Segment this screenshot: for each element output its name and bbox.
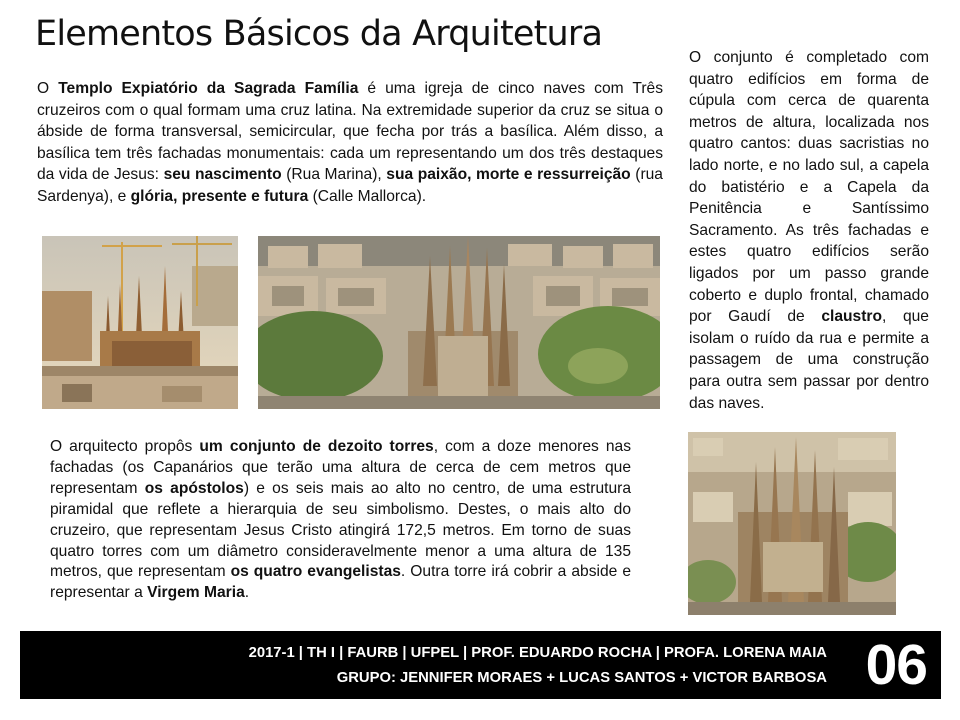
text-run: (Rua Marina), xyxy=(281,166,387,184)
bold-run: Virgem Maria xyxy=(147,584,245,602)
bold-run: seu nascimento xyxy=(163,166,282,184)
text-run: (Calle Mallorca). xyxy=(308,187,427,205)
text-run: (rua Sardenya), e xyxy=(37,166,663,205)
text-run: , com a doze menores nas fachadas (os Capanários que terão uma altura de cerca de cem metros que representam xyxy=(50,438,631,497)
bold-run: os quatro evangelistas xyxy=(230,563,401,581)
bold-run: claustro xyxy=(821,308,882,326)
bold-run: sua paixão, morte e ressurreição xyxy=(386,166,631,184)
group-credits: GRUPO: JENNIFER MORAES + LUCAS SANTOS + VICTOR BARBOSA xyxy=(336,670,827,686)
page-number: 06 xyxy=(865,633,927,697)
text-run: O conjunto é completado com quatro edifícios em forma de cúpula com cerca de quarenta metros de altura, localizada nos quatro cantos: duas sacristias no lado norte, e no lado sul, a capela do batistério e a Capela da Penitência e Santíssimo Sacramento. As três fachadas e estes quatro edifícios serão ligados por um passo grande coberto e duplo frontal, chamado por Gaudí de xyxy=(689,49,929,326)
text-run: O xyxy=(37,80,59,97)
bold-run: glória, presente e futura xyxy=(130,187,309,205)
text-run: O arquitecto propôs xyxy=(50,438,200,455)
footer-bar xyxy=(20,631,941,699)
text-run: , que isolam o ruído da rua e permite a passagem de uma construção para outra sem passar por dentro das naves. xyxy=(689,308,929,412)
bold-run: os apóstolos xyxy=(144,479,244,497)
credits xyxy=(249,641,827,691)
text-run: . xyxy=(244,584,250,602)
text-run: é uma igreja de cinco naves com Três cruzeiros com o qual formam uma cruz latina. Na extremidade superior da cruz se situa o ábside de forma transversal, semicircular, que fecha por trás a basílica. Além disso, a basílica tem três fachadas monumentais: cada um representando um dos três destaques da vida de Jesus: xyxy=(37,80,664,184)
text-run: ) e os seis mais ao alto no centro, de uma estrutura piramidal que reflete a hierarquia de seu simbolismo. Destes, o mais alto do cruzeiro, que representam Jesus Cristo atingirá 172,5 metros. Em torno de suas quatro torres com um diâmetro consideravelmente menor a uma altura de 135 metros, que representam xyxy=(50,479,631,581)
photo-aerial-city xyxy=(258,236,660,409)
bold-run: Templo Expiatório da Sagrada Família xyxy=(58,80,359,97)
text-run: . Outra torre irá cobrir a abside e representar a xyxy=(50,563,631,602)
photo-facade-cranes xyxy=(42,236,238,409)
photo-basilica-aerial xyxy=(688,432,896,615)
course-credits: 2017-1 | TH I | FAURB | UFPEL | PROF. EDUARDO ROCHA | PROFA. LORENA MAIA xyxy=(248,645,827,661)
bold-run: um conjunto de dezoito torres xyxy=(199,438,434,455)
towers-paragraph xyxy=(50,437,631,604)
intro-paragraph xyxy=(37,78,663,208)
page-title: Elementos Básicos da Arquitetura xyxy=(35,14,603,54)
complex-paragraph xyxy=(689,47,929,414)
